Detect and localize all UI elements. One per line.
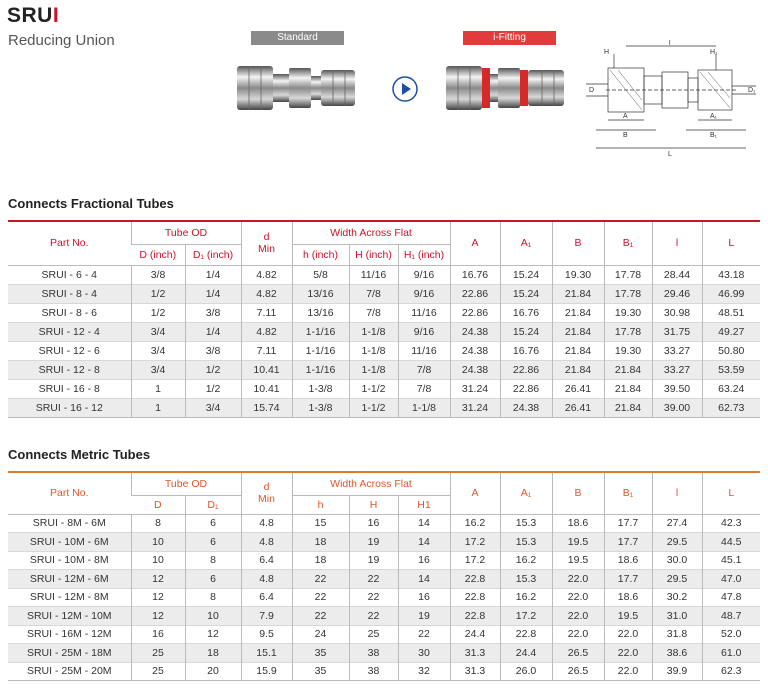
table-cell: 30 — [398, 644, 450, 663]
table-cell: 19.30 — [604, 303, 652, 322]
table-cell: 8 — [185, 588, 241, 607]
standard-fitting-image — [237, 60, 359, 116]
table-cell: 15.74 — [241, 398, 292, 417]
table-cell: 39.00 — [652, 398, 702, 417]
table-cell: 21.84 — [552, 341, 604, 360]
part-number-cell: SRUI - 16 - 12 — [8, 398, 131, 417]
table-cell: 17.2 — [450, 551, 500, 570]
table-cell: 7/8 — [349, 284, 398, 303]
dimension-diagram — [586, 40, 758, 158]
table-cell: 3/4 — [131, 322, 185, 341]
table-cell: 15.24 — [500, 284, 552, 303]
table-cell: 17.2 — [500, 607, 552, 626]
table-cell: 25 — [131, 662, 185, 681]
table-cell: 7.11 — [241, 341, 292, 360]
table-cell: 31.24 — [450, 379, 500, 398]
table-cell: 1 — [131, 398, 185, 417]
product-code: SRUI — [7, 4, 60, 27]
table-cell: 8 — [131, 514, 185, 533]
table-cell: 6.4 — [241, 588, 292, 607]
table-cell: 3/4 — [131, 360, 185, 379]
col-L: L — [702, 221, 760, 265]
table-cell: 28.44 — [652, 265, 702, 284]
table-cell: 17.7 — [604, 514, 652, 533]
table-cell: 1-3/8 — [292, 398, 349, 417]
col-waf: Width Across Flat — [292, 221, 450, 244]
part-number-cell: SRUI - 12M - 10M — [8, 607, 131, 626]
table-cell: 22.0 — [604, 625, 652, 644]
table-cell: 1-1/2 — [349, 398, 398, 417]
table-cell: 3/8 — [131, 265, 185, 284]
table-cell: 22.86 — [450, 303, 500, 322]
table-row — [8, 551, 760, 570]
table-cell: 30.98 — [652, 303, 702, 322]
table-cell: 38.6 — [652, 644, 702, 663]
col-B: B — [552, 472, 604, 514]
table-cell: 16.76 — [500, 341, 552, 360]
standard-label: Standard — [251, 31, 344, 45]
table-cell: 10 — [131, 533, 185, 552]
col-A1: A₁ — [500, 221, 552, 265]
table-cell: 16.76 — [450, 265, 500, 284]
table-cell: 16 — [349, 514, 398, 533]
table-cell: 6.4 — [241, 551, 292, 570]
diagram-label-H1: H₁ — [710, 49, 718, 56]
part-number-cell: SRUI - 12 - 8 — [8, 360, 131, 379]
table-cell: 20 — [185, 662, 241, 681]
part-number-cell: SRUI - 12M - 6M — [8, 570, 131, 589]
table-row — [8, 303, 760, 322]
part-number-cell: SRUI - 10M - 6M — [8, 533, 131, 552]
table-cell: 6 — [185, 514, 241, 533]
table-cell: 4.82 — [241, 265, 292, 284]
table-cell: 38 — [349, 644, 398, 663]
table-cell: 35 — [292, 644, 349, 663]
col-waf: Width Across Flat — [292, 472, 450, 495]
part-number-cell: SRUI - 25M - 20M — [26, 665, 112, 678]
col-d: d Min — [241, 221, 292, 265]
table-cell: 19.5 — [604, 607, 652, 626]
table-cell: 30.0 — [652, 551, 702, 570]
table-cell: 22.0 — [552, 607, 604, 626]
table-cell: 11/16 — [349, 265, 398, 284]
table-cell: 15.24 — [500, 265, 552, 284]
table-cell: 9.5 — [241, 625, 292, 644]
table-cell: 17.78 — [604, 322, 652, 341]
table-cell: 3/8 — [185, 303, 241, 322]
table-row — [8, 514, 760, 533]
table-cell: 14 — [398, 514, 450, 533]
table-cell: 12 — [131, 607, 185, 626]
table-cell: 1-1/8 — [349, 322, 398, 341]
col-D1: D₁ (inch) — [185, 244, 241, 265]
col-H1: H₁ (inch) — [398, 244, 450, 265]
table-cell: 29.46 — [652, 284, 702, 303]
col-part-no: Part No. — [8, 221, 131, 265]
table-cell: 7/8 — [349, 303, 398, 322]
col-B1: B₁ — [604, 472, 652, 514]
table-cell: 39.9 — [652, 662, 702, 681]
part-number-cell: SRUI - 16M - 12M — [26, 628, 112, 641]
table-cell: 16 — [398, 551, 450, 570]
table-cell: 21.84 — [604, 398, 652, 417]
table-cell: 26.5 — [552, 644, 604, 663]
table-cell: 13/16 — [292, 303, 349, 322]
ifitting-image — [446, 60, 568, 116]
table-cell: 6 — [185, 533, 241, 552]
table-cell: 31.8 — [652, 625, 702, 644]
table-cell: 22 — [292, 607, 349, 626]
col-h: h — [292, 495, 349, 514]
table-row — [8, 398, 760, 417]
table-cell: 16.2 — [500, 551, 552, 570]
table-cell: 1-1/16 — [292, 360, 349, 379]
table-row — [8, 322, 760, 341]
table-cell: 22.86 — [450, 284, 500, 303]
table-cell: 29.5 — [652, 533, 702, 552]
col-H: H (inch) — [349, 244, 398, 265]
metric-section-title: Connects Metric Tubes — [8, 447, 151, 462]
table-cell: 24.4 — [450, 625, 500, 644]
diagram-label-H: H — [604, 49, 610, 56]
diagram-label-l: l — [669, 40, 671, 47]
table-cell: 35 — [292, 662, 349, 681]
table-cell: 22.8 — [500, 625, 552, 644]
table-cell: 24.38 — [450, 360, 500, 379]
table-cell: 22 — [292, 588, 349, 607]
table-row — [8, 570, 760, 589]
table-cell: 15.3 — [500, 533, 552, 552]
diagram-label-L: L — [668, 151, 672, 158]
part-number-cell: SRUI - 8M - 6M — [32, 517, 106, 530]
table-cell: 3/4 — [131, 341, 185, 360]
col-tube-od: Tube OD — [131, 472, 241, 495]
table-cell: 19 — [349, 551, 398, 570]
table-cell: 3/4 — [185, 398, 241, 417]
col-D1: D₁ — [185, 495, 241, 514]
table-cell: 31.3 — [450, 644, 500, 663]
table-cell: 33.27 — [652, 360, 702, 379]
table-cell: 16.76 — [500, 303, 552, 322]
table-cell: 21.84 — [552, 360, 604, 379]
table-cell: 7.11 — [241, 303, 292, 322]
col-B: B — [552, 221, 604, 265]
table-cell: 11/16 — [398, 341, 450, 360]
col-h: h (inch) — [292, 244, 349, 265]
table-cell: 5/8 — [292, 265, 349, 284]
col-A1: A₁ — [500, 472, 552, 514]
table-cell: 29.5 — [652, 570, 702, 589]
table-row — [8, 625, 760, 644]
table-cell: 21.84 — [552, 322, 604, 341]
table-cell: 1-1/8 — [349, 341, 398, 360]
table-cell: 19.5 — [552, 533, 604, 552]
table-row — [8, 662, 760, 681]
table-cell: 1-1/16 — [292, 322, 349, 341]
table-cell: 8 — [185, 551, 241, 570]
table-row — [8, 607, 760, 626]
table-cell: 21.84 — [552, 303, 604, 322]
col-d: d Min — [241, 472, 292, 514]
table-cell: 1/2 — [185, 379, 241, 398]
table-cell: 19 — [398, 607, 450, 626]
table-cell: 49.27 — [702, 322, 760, 341]
table-cell: 1-1/16 — [292, 341, 349, 360]
table-cell: 19.30 — [552, 265, 604, 284]
part-number-cell: SRUI - 16 - 8 — [38, 382, 100, 395]
table-cell: 17.78 — [604, 284, 652, 303]
table-row — [8, 644, 760, 663]
table-cell: 61.0 — [702, 644, 760, 663]
col-tube-od: Tube OD — [131, 221, 241, 244]
table-cell: 22.0 — [604, 644, 652, 663]
table-cell: 53.59 — [702, 360, 760, 379]
table-cell: 18.6 — [604, 551, 652, 570]
table-cell: 1/2 — [131, 303, 185, 322]
part-number-cell: SRUI - 12 - 4 — [8, 322, 131, 341]
table-cell: 33.27 — [652, 341, 702, 360]
table-cell: 1/2 — [185, 360, 241, 379]
fractional-table — [8, 220, 760, 418]
table-cell: 4.8 — [241, 533, 292, 552]
table-cell: 22 — [349, 570, 398, 589]
table-cell: 16.2 — [500, 588, 552, 607]
table-cell: 25 — [349, 625, 398, 644]
table-cell: 3/8 — [185, 341, 241, 360]
table-cell: 7/8 — [398, 379, 450, 398]
table-cell: 22.0 — [552, 570, 604, 589]
part-number-cell: SRUI - 8 - 6 — [41, 306, 97, 319]
table-cell: 1 — [131, 379, 185, 398]
diagram-label-D1: D₁ — [748, 87, 756, 94]
table-cell: 24 — [292, 625, 349, 644]
table-row — [8, 341, 760, 360]
table-cell: 22.0 — [604, 662, 652, 681]
table-cell: 16 — [131, 625, 185, 644]
table-cell: 18 — [185, 644, 241, 663]
table-cell: 17.78 — [604, 265, 652, 284]
table-cell: 6 — [185, 570, 241, 589]
table-cell: 31.75 — [652, 322, 702, 341]
table-cell: 31.3 — [450, 662, 500, 681]
ifitting-label: i-Fitting — [463, 31, 556, 45]
table-cell: 17.7 — [604, 570, 652, 589]
table-cell: 21.84 — [604, 360, 652, 379]
table-cell: 18 — [292, 533, 349, 552]
table-cell: 42.3 — [702, 514, 760, 533]
table-cell: 9/16 — [398, 322, 450, 341]
table-cell: 15 — [292, 514, 349, 533]
table-cell: 30.2 — [652, 588, 702, 607]
table-cell: 26.0 — [500, 662, 552, 681]
col-l: l — [652, 221, 702, 265]
table-cell: 22 — [349, 607, 398, 626]
table-cell: 7/8 — [398, 360, 450, 379]
table-cell: 4.8 — [241, 514, 292, 533]
table-cell: 48.51 — [702, 303, 760, 322]
table-cell: 19.30 — [604, 341, 652, 360]
table-cell: 47.8 — [702, 588, 760, 607]
table-row — [8, 265, 760, 284]
table-cell: 22.0 — [552, 625, 604, 644]
col-part-no: Part No. — [8, 472, 131, 514]
col-D: D (inch) — [131, 244, 185, 265]
col-B1: B₁ — [604, 221, 652, 265]
table-cell: 62.73 — [702, 398, 760, 417]
table-cell: 1/4 — [185, 284, 241, 303]
table-cell: 10 — [131, 551, 185, 570]
table-cell: 24.38 — [450, 322, 500, 341]
part-number-cell: SRUI - 12M - 8M — [29, 591, 109, 604]
table-cell: 15.3 — [500, 514, 552, 533]
table-cell: 24.4 — [500, 644, 552, 663]
table-cell: 1/4 — [185, 322, 241, 341]
part-number-cell: SRUI - 12 - 6 — [38, 344, 100, 357]
col-H1: H1 — [398, 495, 450, 514]
table-cell: 62.3 — [702, 662, 760, 681]
table-row — [8, 588, 760, 607]
table-cell: 17.7 — [604, 533, 652, 552]
table-cell: 10.41 — [241, 379, 292, 398]
part-number-cell: SRUI - 8 - 4 — [8, 284, 131, 303]
table-cell: 9/16 — [398, 265, 450, 284]
table-cell: 12 — [131, 588, 185, 607]
table-cell: 15.9 — [241, 662, 292, 681]
fractional-section-title: Connects Fractional Tubes — [8, 196, 174, 211]
table-cell: 52.0 — [702, 625, 760, 644]
table-cell: 4.8 — [241, 570, 292, 589]
table-cell: 15.1 — [241, 644, 292, 663]
table-cell: 45.1 — [702, 551, 760, 570]
table-cell: 10.41 — [241, 360, 292, 379]
table-cell: 25 — [131, 644, 185, 663]
table-cell: 24.38 — [450, 341, 500, 360]
product-name: Reducing Union — [8, 32, 115, 49]
table-cell: 4.82 — [241, 284, 292, 303]
part-number-cell: SRUI - 25M - 18M — [8, 644, 131, 663]
table-cell: 16 — [398, 588, 450, 607]
table-cell: 15.3 — [500, 570, 552, 589]
part-number-cell: SRUI - 10M - 8M — [29, 554, 109, 567]
table-cell: 1-1/8 — [398, 398, 450, 417]
table-cell: 4.82 — [241, 322, 292, 341]
table-cell: 18 — [292, 551, 349, 570]
table-cell: 26.41 — [552, 379, 604, 398]
table-cell: 63.24 — [702, 379, 760, 398]
table-cell: 22 — [398, 625, 450, 644]
play-icon[interactable] — [392, 76, 418, 102]
table-cell: 50.80 — [702, 341, 760, 360]
table-cell: 32 — [398, 662, 450, 681]
table-cell: 22.8 — [450, 588, 500, 607]
col-H: H — [349, 495, 398, 514]
col-A: A — [450, 472, 500, 514]
table-cell: 22 — [349, 588, 398, 607]
table-cell: 15.24 — [500, 322, 552, 341]
table-cell: 22 — [292, 570, 349, 589]
part-number-cell: SRUI - 6 - 4 — [41, 268, 97, 281]
table-cell: 19 — [349, 533, 398, 552]
table-cell: 26.41 — [552, 398, 604, 417]
table-cell: 39.50 — [652, 379, 702, 398]
table-cell: 1-3/8 — [292, 379, 349, 398]
diagram-label-A1: A₁ — [710, 113, 718, 120]
table-row — [8, 533, 760, 552]
table-cell: 21.84 — [604, 379, 652, 398]
table-cell: 1/4 — [185, 265, 241, 284]
table-cell: 27.4 — [652, 514, 702, 533]
table-cell: 14 — [398, 533, 450, 552]
table-row — [8, 284, 760, 303]
table-cell: 19.5 — [552, 551, 604, 570]
table-cell: 11/16 — [398, 303, 450, 322]
table-cell: 12 — [185, 625, 241, 644]
metric-table — [8, 471, 760, 681]
table-row — [8, 360, 760, 379]
table-cell: 43.18 — [702, 265, 760, 284]
table-cell: 47.0 — [702, 570, 760, 589]
col-A: A — [450, 221, 500, 265]
table-cell: 44.5 — [702, 533, 760, 552]
table-cell: 31.24 — [450, 398, 500, 417]
table-cell: 9/16 — [398, 284, 450, 303]
col-l: l — [652, 472, 702, 514]
table-cell: 18.6 — [552, 514, 604, 533]
table-cell: 18.6 — [604, 588, 652, 607]
col-D: D — [131, 495, 185, 514]
table-cell: 1/2 — [131, 284, 185, 303]
table-cell: 21.84 — [552, 284, 604, 303]
table-cell: 22.0 — [552, 588, 604, 607]
diagram-label-D: D — [589, 87, 595, 94]
diagram-label-A: A — [623, 113, 628, 120]
table-cell: 1-1/2 — [349, 379, 398, 398]
diagram-label-B1: B₁ — [710, 132, 718, 139]
table-cell: 22.86 — [500, 360, 552, 379]
table-cell: 26.5 — [552, 662, 604, 681]
diagram-label-B: B — [623, 132, 628, 139]
table-cell: 22.8 — [450, 607, 500, 626]
col-L: L — [702, 472, 760, 514]
table-row — [8, 379, 760, 398]
table-cell: 22.8 — [450, 570, 500, 589]
table-cell: 12 — [131, 570, 185, 589]
table-cell: 31.0 — [652, 607, 702, 626]
table-cell: 10 — [185, 607, 241, 626]
table-cell: 7.9 — [241, 607, 292, 626]
table-cell: 22.86 — [500, 379, 552, 398]
table-cell: 1-1/8 — [349, 360, 398, 379]
table-cell: 14 — [398, 570, 450, 589]
table-cell: 17.2 — [450, 533, 500, 552]
table-cell: 24.38 — [500, 398, 552, 417]
table-cell: 16.2 — [450, 514, 500, 533]
table-cell: 38 — [349, 662, 398, 681]
table-cell: 13/16 — [292, 284, 349, 303]
table-cell: 48.7 — [702, 607, 760, 626]
table-cell: 46.99 — [702, 284, 760, 303]
